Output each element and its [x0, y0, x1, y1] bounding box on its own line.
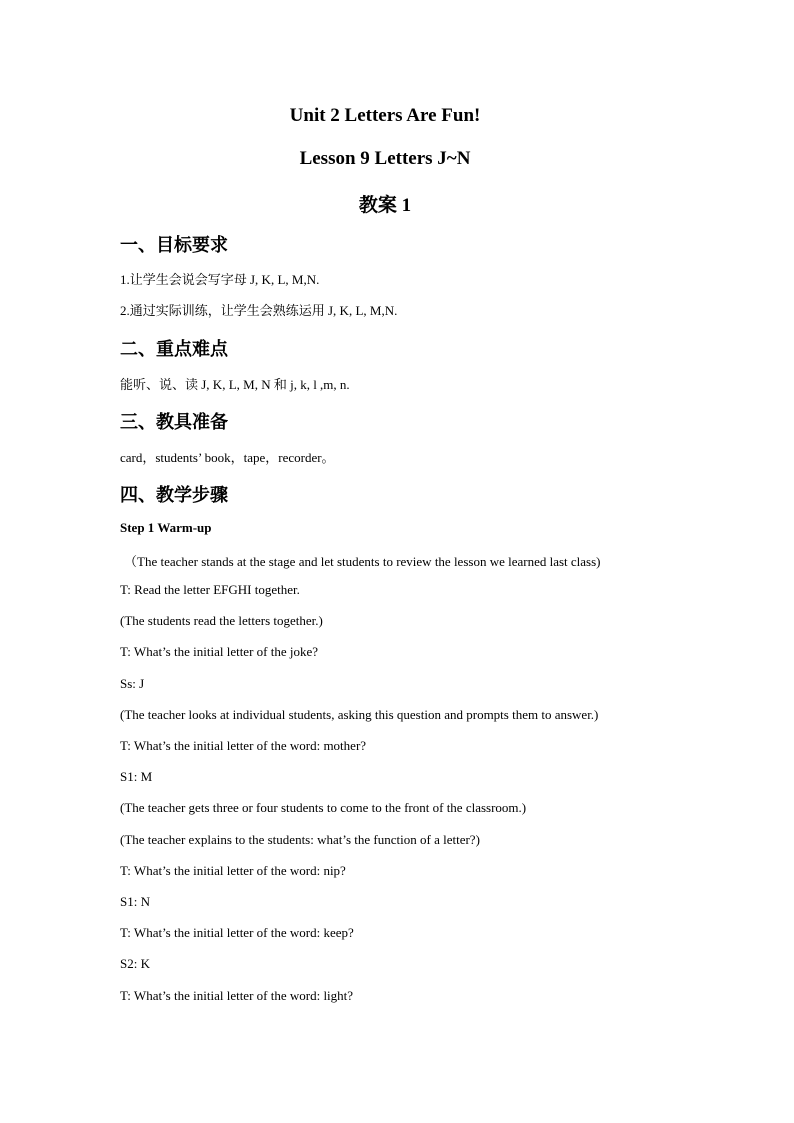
unit-title: Unit 2 Letters Are Fun! [289, 105, 481, 126]
procedure-line: (The students read the letters together.) [120, 613, 323, 628]
procedure-line: T: What’s the initial letter of the word: keep? [120, 925, 354, 940]
procedure-line: (The teacher explains to the students: what’s the function of a letter?) [120, 832, 480, 847]
procedure-line: T: What’s the initial letter of the joke? [120, 644, 319, 659]
materials-line: card，students’ book，tape，recorder。 [120, 450, 335, 465]
section-heading-materials: 三、教具准备 [120, 412, 228, 432]
objective-line-1: 1.让学生会说会写字母 J, K, L, M,N. [120, 272, 320, 287]
key-points-line: 能听、说、读 J, K, L, M, N 和 j, k, l ,m, n. [120, 377, 350, 392]
section-heading-key-points: 二、重点难点 [120, 339, 228, 359]
procedure-line: T: Read the letter EFGHI together. [120, 582, 300, 597]
objective-line-2: 2.通过实际训练，让学生会熟练运用 J, K, L, M,N. [120, 303, 398, 318]
section-heading-procedure: 四、教学步骤 [120, 485, 228, 505]
procedure-line: Ss: J [120, 676, 145, 691]
procedure-line: T: What’s the initial letter of the word: nip? [120, 863, 346, 878]
procedure-line: (The teacher gets three or four students to come to the front of the classroom.) [120, 800, 527, 815]
procedure-line: （The teacher stands at the stage and let students to review the lesson we learned last class) [124, 554, 601, 569]
procedure-line: S2: K [120, 956, 150, 971]
procedure-line: T: What’s the initial letter of the word: light? [120, 988, 354, 1003]
procedure-line: S1: N [120, 894, 150, 909]
section-heading-objectives: 一、目标要求 [120, 235, 228, 255]
procedure-line: S1: M [120, 769, 153, 784]
lesson-plan-title: 教案 1 [358, 195, 412, 216]
procedure-line: T: What’s the initial letter of the word: mother? [120, 738, 367, 753]
procedure-line: (The teacher looks at individual students, asking this question and prompts them to answer.) [120, 707, 599, 722]
lesson-title: Lesson 9 Letters J~N [299, 148, 471, 169]
step-label: Step 1 Warm-up [120, 520, 212, 535]
